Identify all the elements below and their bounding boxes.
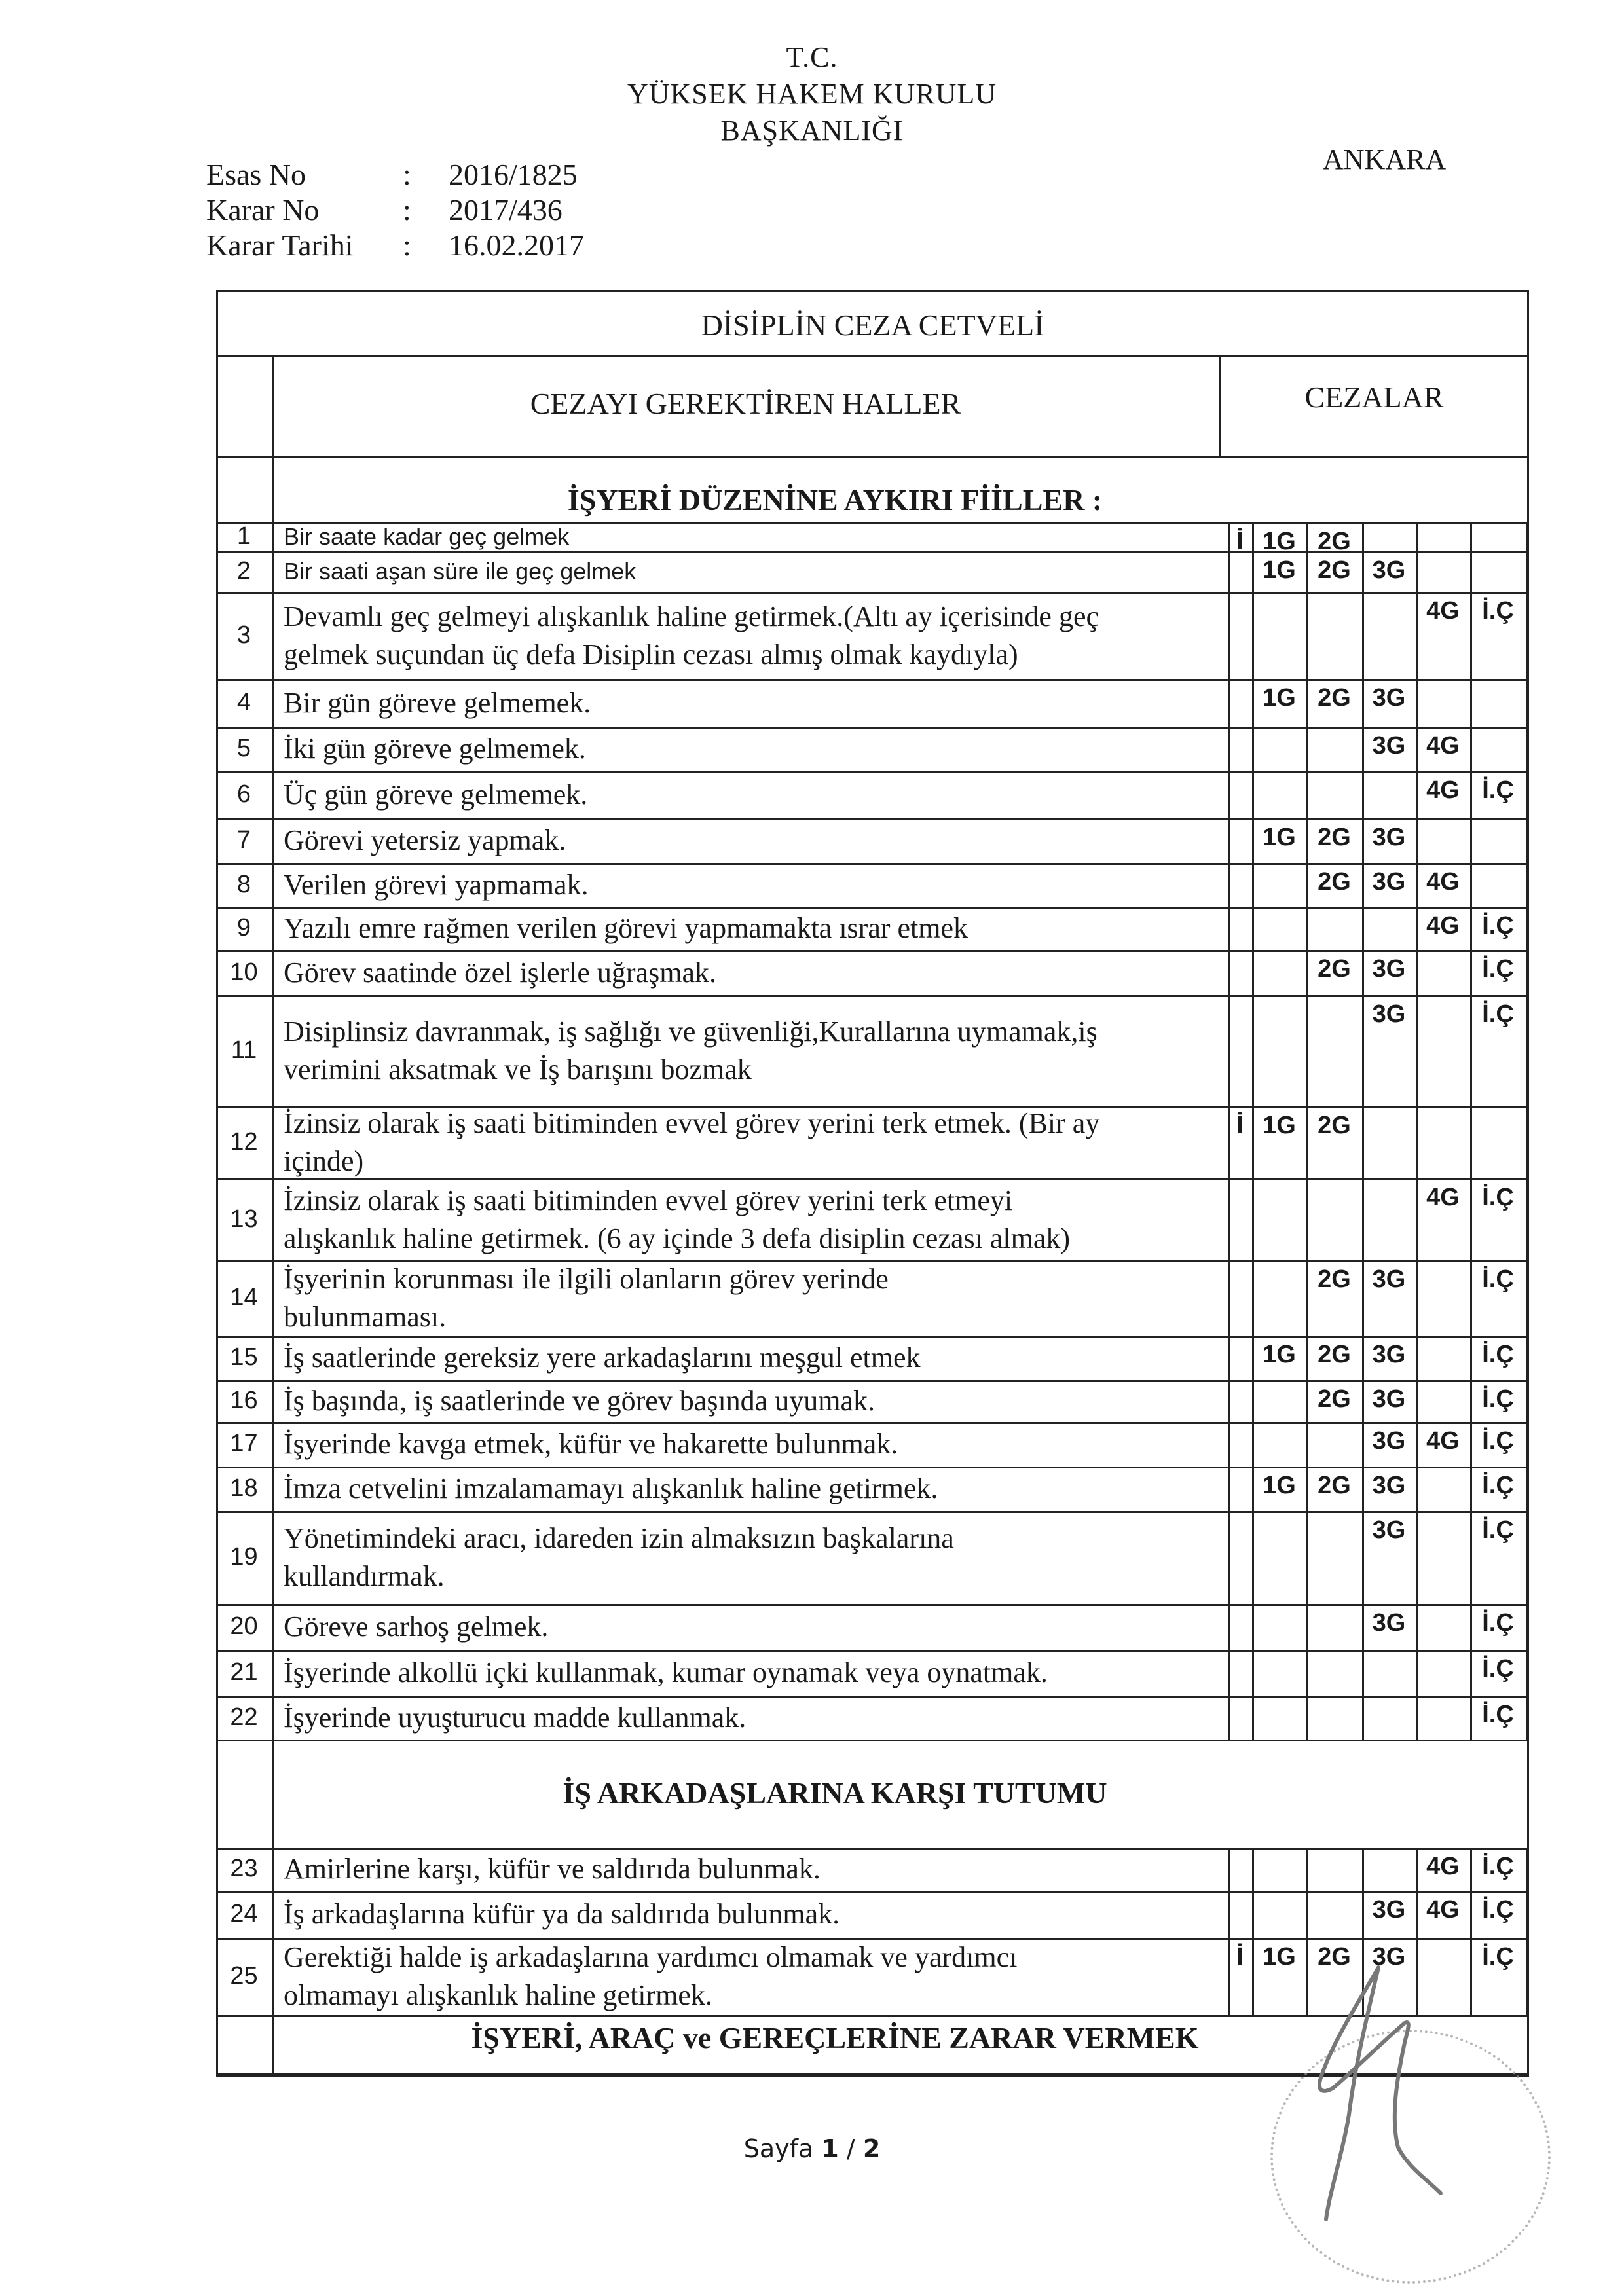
penalty-cell: 3G [1372,556,1406,584]
grid-line [1470,679,1472,727]
meta-colon: : [403,228,411,262]
grid-line [1306,771,1308,818]
penalty-cell: İ.Ç [1482,912,1514,939]
grid-line [216,456,1529,458]
grid-line [1252,1422,1254,1467]
grid-line [1252,771,1254,818]
signature-icon [1283,1958,1480,2232]
grid-line [1416,551,1418,592]
row-number: 3 [236,621,251,649]
grid-line [1306,1848,1308,1891]
meta-label: Esas No [206,158,306,191]
grid-line [1228,1848,1230,1891]
row-number: 11 [231,1036,257,1064]
row-description: verimini aksatmak ve İş barışını bozmak [284,1053,752,1085]
grid-line [1526,1106,1528,1178]
header-city: ANKARA [1323,143,1447,175]
grid-line [1416,522,1418,551]
grid-line [1228,995,1230,1106]
grid-line [1526,1336,1528,1380]
grid-line [1526,995,1528,1106]
penalty-cell: 1G [1263,1112,1296,1139]
header-institution: YÜKSEK HAKEM KURULU [627,78,997,110]
row-number: 22 [230,1703,258,1731]
grid-line [1228,727,1230,771]
grid-line [1416,1336,1418,1380]
meta-colon: : [403,193,411,227]
grid-line [216,995,1529,997]
grid-line [1362,1650,1364,1696]
grid-line [1306,1511,1308,1604]
grid-line [1228,1467,1230,1511]
row-description: İşyerinin korunması ile ilgili olanların görev yerinde [284,1262,889,1295]
meta-esas-no [206,157,578,192]
row-number: 13 [230,1205,258,1233]
penalty-cell: 4G [1426,912,1460,939]
row-description: Bir gün göreve gelmemek. [284,686,591,719]
penalty-cell: 1G [1263,556,1296,584]
grid-line [1306,1650,1308,1696]
row-description: içinde) [284,1145,364,1177]
grid-line [1252,1604,1254,1650]
penalty-cell: 2G [1318,1472,1351,1499]
grid-line [1228,1604,1230,1650]
grid-line [1228,1336,1230,1380]
grid-line [1228,863,1230,907]
grid-line [1416,1650,1418,1696]
grid-line [1228,1380,1230,1422]
row-description: İzinsiz olarak iş saati bitiminden evvel görev yerini terk etmek. (Bir ay [284,1107,1100,1139]
grid-line [216,950,1529,952]
penalty-cell: 3G [1372,868,1406,896]
grid-line [1470,727,1472,771]
row-description: Üç gün göreve gelmemek. [284,778,588,811]
page-current: 1 [821,2134,839,2163]
grid-line [1228,1650,1230,1696]
penalty-cell: 2G [1318,684,1351,712]
grid-line [1416,995,1418,1106]
page-indicator [0,2134,1624,2163]
row-description: Yazılı emre rağmen verilen görevi yapmamakta ısrar etmek [284,912,969,944]
grid-line [216,355,1529,357]
penalty-cell: İ.Ç [1482,597,1514,625]
row-number: 25 [230,1962,258,1990]
grid-line [1526,727,1528,771]
penalty-cell: 4G [1426,732,1460,759]
meta-value: 16.02.2017 [449,228,584,262]
section-title: İŞYERİ, ARAÇ ve GEREÇLERİNE ZARAR VERMEK [471,2021,1199,2054]
grid-line [1306,995,1308,1106]
row-description: Yönetimindeki aracı, idareden izin almaksızın başkalarına [284,1522,954,1554]
penalty-cell: 3G [1372,684,1406,712]
grid-line [1228,907,1230,950]
grid-line [1252,995,1254,1106]
row-description: Disiplinsiz davranmak, iş sağlığı ve güvenliği,Kurallarına uymamak,iş [284,1015,1098,1048]
row-description: Bir saati aşan süre ile geç gelmek [284,558,637,585]
header-presidency: BAŞKANLIĞI [720,115,904,147]
penalty-cell: 1G [1263,684,1296,712]
penalty-cell: İ.Ç [1482,776,1514,804]
grid-line [1526,950,1528,995]
row-number: 21 [230,1658,258,1686]
penalty-cell: İ.Ç [1482,1385,1514,1413]
penalty-cell: 4G [1426,1896,1460,1923]
grid-line [1228,950,1230,995]
penalty-cell: İ.Ç [1482,1853,1514,1880]
row-description: İş başında, iş saatlerinde ve görev başında uyumak. [284,1385,875,1417]
header-tc: T.C. [786,41,838,73]
meta-colon: : [403,158,411,191]
penalty-cell: 4G [1426,1853,1460,1880]
row-description: İzinsiz olarak iş saati bitiminden evvel görev yerini terk etmeyi [284,1184,1013,1216]
grid-line [216,1891,1529,1893]
grid-line [216,1696,1529,1698]
column-header-penalties: CEZALAR [1304,380,1444,414]
penalty-cell: İ.Ç [1482,1701,1514,1728]
grid-line [216,1178,1529,1180]
grid-line [1306,592,1308,679]
penalty-cell: 2G [1318,1112,1351,1139]
grid-line [1526,592,1528,679]
penalty-cell: 3G [1372,1943,1406,1971]
penalty-cell: 3G [1372,1896,1406,1923]
row-number: 5 [236,735,251,762]
grid-line [1526,907,1528,950]
row-description: Gerektiği halde iş arkadaşlarına yardımcı olmamak ve yardımcı [284,1941,1018,1973]
row-description: Bir saate kadar geç gelmek [284,523,570,550]
page-label: Sayfa [743,2134,814,2163]
row-number: 14 [230,1283,258,1311]
page-total: 2 [862,2134,881,2163]
penalty-cell: 3G [1372,955,1406,983]
grid-line [1526,522,1528,551]
grid-line [1470,1106,1472,1178]
grid-line [1306,1178,1308,1260]
grid-line [1306,1696,1308,1740]
row-description: İşyerinde uyuşturucu madde kullanmak. [284,1701,747,1734]
grid-line [1228,771,1230,818]
penalty-cell: İ.Ç [1482,1184,1514,1211]
grid-line [1252,907,1254,950]
grid-line [1306,727,1308,771]
row-number: 20 [230,1613,258,1640]
meta-karar-no [206,192,563,227]
penalty-cell: 1G [1263,824,1296,851]
penalty-cell: 2G [1318,556,1351,584]
grid-line [1416,950,1418,995]
grid-line [1362,1106,1364,1178]
grid-line [1252,1178,1254,1260]
grid-line [1362,771,1364,818]
penalty-cell: İ.Ç [1482,955,1514,983]
grid-line [1362,907,1364,950]
penalty-cell: 2G [1318,955,1351,983]
grid-line [1362,1178,1364,1260]
penalty-cell: 3G [1372,1472,1406,1499]
row-description: İşyerinde alkollü içki kullanmak, kumar oynamak veya oynatmak. [284,1656,1048,1688]
penalty-cell: 3G [1372,824,1406,851]
grid-line [1416,1511,1418,1604]
grid-line [1526,1467,1528,1511]
grid-line [1470,863,1472,907]
penalty-cell: İ.Ç [1482,1609,1514,1637]
grid-line [1362,1848,1364,1891]
grid-line [1228,1422,1230,1467]
penalty-cell: İ.Ç [1482,1341,1514,1368]
grid-line [1416,818,1418,863]
penalty-cell: 4G [1426,1427,1460,1455]
penalty-cell: İ.Ç [1482,1000,1514,1028]
grid-line [1470,551,1472,592]
grid-line [1362,592,1364,679]
grid-line [1306,1604,1308,1650]
grid-line [1306,1422,1308,1467]
row-description: kullandırmak. [284,1560,445,1592]
grid-line [1526,1938,1528,2015]
grid-line [1252,727,1254,771]
grid-line [1362,522,1364,551]
row-description: Verilen görevi yapmamak. [284,868,589,901]
grid-line [1252,1848,1254,1891]
row-description: Görev saatinde özel işlerle uğraşmak. [284,956,716,989]
grid-line [216,1604,1529,1606]
row-number: 15 [230,1343,258,1371]
row-description: Göreve sarhoş gelmek. [284,1611,549,1643]
grid-line [216,1650,1529,1652]
grid-line [1526,1511,1528,1604]
grid-line [216,679,1529,681]
penalty-cell: İ.Ç [1482,1427,1514,1455]
grid-line [1526,1891,1528,1938]
penalty-cell: 1G [1263,1943,1296,1971]
penalty-cell: 2G [1318,528,1351,555]
grid-line [1526,679,1528,727]
grid-line [1526,1260,1528,1336]
row-number: 8 [236,870,251,898]
penalty-cell: İ [1236,1112,1244,1139]
grid-line [1252,1380,1254,1422]
grid-line [216,1422,1529,1424]
grid-line [1526,863,1528,907]
row-number: 19 [230,1543,258,1571]
row-description: İmza cetvelini imzalamamayı alışkanlık haline getirmek. [284,1472,938,1504]
penalty-cell: 3G [1372,1341,1406,1368]
penalty-cell: 3G [1372,1266,1406,1293]
grid-line [1252,1511,1254,1604]
grid-line [272,355,274,2075]
section-title: İŞYERİ DÜZENİNE AYKIRI FİİLLER : [567,483,1103,517]
row-description: İşyerinde kavga etmek, küfür ve hakarette bulunmak. [284,1428,898,1460]
penalty-cell: 2G [1318,1385,1351,1413]
meta-label: Karar Tarihi [206,228,354,262]
row-number: 12 [230,1128,258,1156]
penalty-cell: 3G [1372,1427,1406,1455]
grid-line [1228,679,1230,727]
row-number: 10 [230,958,258,986]
grid-line [1526,1848,1528,1891]
penalty-cell: İ.Ç [1482,1896,1514,1923]
row-description: İki gün göreve gelmemek. [284,733,586,765]
grid-line [1416,1260,1418,1336]
meta-value: 2016/1825 [449,158,578,191]
meta-label: Karar No [206,193,320,227]
grid-line [216,1740,1529,1741]
grid-line [1526,771,1528,818]
row-description: İş saatlerinde gereksiz yere arkadaşlarını meşgul etmek [284,1341,921,1374]
penalty-cell: 3G [1372,1385,1406,1413]
meta-value: 2017/436 [449,193,563,227]
penalty-cell: 1G [1263,1472,1296,1499]
grid-line [1306,907,1308,950]
grid-line [1306,1891,1308,1938]
row-description: İş arkadaşlarına küfür ya da saldırıda bulunmak. [284,1898,840,1930]
grid-line [1252,1696,1254,1740]
row-number: 9 [236,914,251,941]
column-header-cases: CEZAYI GEREKTİREN HALLER [530,387,961,420]
grid-line [1252,863,1254,907]
row-number: 24 [230,1900,258,1927]
penalty-cell: 3G [1372,1609,1406,1637]
row-description: alışkanlık haline getirmek. (6 ay içinde 3 defa disiplin cezası almak) [284,1222,1071,1254]
grid-line [1416,1106,1418,1178]
row-description: bulunmaması. [284,1300,447,1333]
row-number: 17 [230,1430,258,1457]
row-description: olmamayı alışkanlık haline getirmek. [284,1979,712,2011]
grid-line [1228,551,1230,592]
penalty-cell: İ [1236,528,1244,555]
grid-line [1526,551,1528,592]
penalty-cell: 3G [1372,1000,1406,1028]
grid-line [1470,522,1472,551]
page-separator: / [846,2134,855,2163]
grid-line [1252,1650,1254,1696]
grid-line [1526,1380,1528,1422]
row-description: Görevi yetersiz yapmak. [284,824,566,856]
grid-line [1228,1511,1230,1604]
penalty-cell: İ.Ç [1482,1943,1514,1971]
grid-line [216,592,1529,594]
penalty-cell: 2G [1318,868,1351,896]
grid-line [1526,1422,1528,1467]
row-description: Devamlı geç gelmeyi alışkanlık haline getirmek.(Altı ay içerisinde geç [284,600,1099,632]
grid-line [1228,818,1230,863]
penalty-cell: 4G [1426,597,1460,625]
grid-line [1362,1696,1364,1740]
penalty-cell: 4G [1426,1184,1460,1211]
grid-line [216,1848,1529,1850]
grid-line [1416,1604,1418,1650]
grid-line [1228,1891,1230,1938]
grid-line [1228,1178,1230,1260]
penalty-cell: İ [1236,1943,1244,1971]
meta-karar-tarihi [206,228,584,263]
grid-line [216,1467,1529,1468]
grid-line [1252,1891,1254,1938]
row-number: 23 [230,1855,258,1882]
row-description: Amirlerine karşı, küfür ve saldırıda bulunmak. [284,1853,821,1885]
penalty-cell: 2G [1318,1266,1351,1293]
grid-line [1416,1467,1418,1511]
penalty-cell: 3G [1372,1516,1406,1544]
row-number: 6 [236,780,251,808]
grid-line [1228,592,1230,679]
grid-line [216,907,1529,909]
grid-line [1252,592,1254,679]
row-number: 16 [230,1387,258,1414]
grid-line [216,771,1529,773]
grid-line [1416,679,1418,727]
row-number: 18 [230,1474,258,1502]
row-number: 7 [236,826,251,854]
grid-line [1526,1604,1528,1650]
grid-line [216,863,1529,865]
row-number: 4 [236,688,251,716]
grid-line [1526,1696,1528,1740]
table-title: DİSİPLİN CEZA CETVELİ [701,308,1044,342]
grid-line [1252,1260,1254,1336]
grid-line [1228,1260,1230,1336]
penalty-cell: 4G [1426,868,1460,896]
penalty-cell: İ.Ç [1482,1472,1514,1499]
grid-line [1526,1178,1528,1260]
section-title: İŞ ARKADAŞLARINA KARŞI TUTUMU [563,1776,1107,1810]
grid-line [1526,1650,1528,1696]
grid-line [1526,818,1528,863]
grid-line [216,818,1529,820]
grid-line [1416,1380,1418,1422]
penalty-cell: 1G [1263,528,1296,555]
penalty-cell: 2G [1318,1943,1351,1971]
penalty-cell: 2G [1318,1341,1351,1368]
grid-line [1252,950,1254,995]
grid-line [216,727,1529,729]
penalty-cell: 1G [1263,1341,1296,1368]
penalty-cell: 4G [1426,776,1460,804]
grid-line [216,1511,1529,1513]
penalty-cell: 3G [1372,732,1406,759]
penalty-cell: İ.Ç [1482,1655,1514,1683]
grid-line [1470,818,1472,863]
row-number: 1 [236,522,251,550]
penalty-cell: 2G [1318,824,1351,851]
grid-line [1228,1696,1230,1740]
penalty-cell: İ.Ç [1482,1516,1514,1544]
row-description: gelmek suçundan üç defa Disiplin cezası almış olmak kaydıyla) [284,638,1018,670]
penalty-cell: İ.Ç [1482,1266,1514,1293]
grid-line [1416,1696,1418,1740]
row-number: 2 [236,557,251,585]
